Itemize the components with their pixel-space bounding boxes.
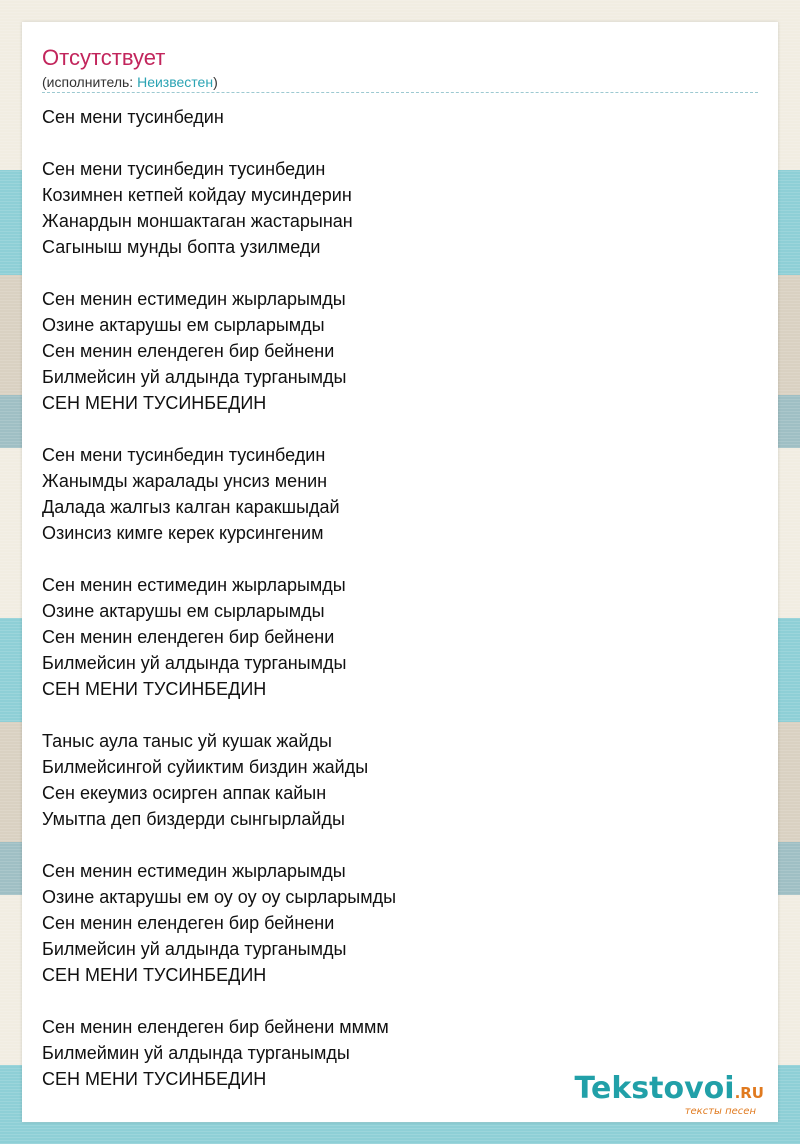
lyrics-blank-line bbox=[42, 988, 758, 1014]
lyric-line: Билмейсин уй алдында турганымды bbox=[42, 653, 347, 673]
lyric-line: Сен менин елендеген бир бейнени bbox=[42, 341, 335, 361]
lyrics-card bbox=[22, 22, 778, 1122]
lyric-line: Озине актарушы ем сырларымды bbox=[42, 601, 325, 621]
lyric-line: СЕН МЕНИ ТУСИНБЕДИН bbox=[42, 965, 267, 985]
lyric-line: Сен менин естимедин жырларымды bbox=[42, 575, 346, 595]
lyrics-blank-line bbox=[42, 130, 758, 156]
lyric-line: Озинсиз кимге керек курсингеним bbox=[42, 523, 324, 543]
artist-suffix: ) bbox=[213, 74, 218, 90]
lyric-line: Сен менин елендеген бир бейнени bbox=[42, 913, 335, 933]
lyric-line: Сен мени тусинбедин тусинбедин bbox=[42, 445, 326, 465]
lyric-line: СЕН МЕНИ ТУСИНБЕДИН bbox=[42, 679, 267, 699]
lyric-line: Умытпа деп биздерди сынгырлайды bbox=[42, 809, 345, 829]
lyric-line: Жанымды жаралады унсиз менин bbox=[42, 471, 328, 491]
lyric-line: Сен менин естимедин жырларымды bbox=[42, 289, 346, 309]
logo-tld: .RU bbox=[734, 1084, 764, 1102]
site-logo[interactable] bbox=[575, 1072, 764, 1118]
lyric-line: Билмейсингой суйиктим биздин жайды bbox=[42, 757, 369, 777]
lyrics-blank-line bbox=[42, 260, 758, 286]
lyric-line: СЕН МЕНИ ТУСИНБЕДИН bbox=[42, 393, 267, 413]
artist-line bbox=[42, 73, 218, 91]
lyric-line: Сен екеумиз осирген аппак кайын bbox=[42, 783, 327, 803]
lyric-line: Озине актарушы ем оу оу оу сырларымды bbox=[42, 887, 397, 907]
lyric-line: Козимнен кетпей койдау мусиндерин bbox=[42, 185, 352, 205]
lyric-line: Сен менин елендеген бир бейнени bbox=[42, 627, 335, 647]
lyrics-blank-line bbox=[42, 416, 758, 442]
lyrics-blank-line bbox=[42, 702, 758, 728]
logo-main-text: Tekstovoi bbox=[574, 1071, 735, 1106]
lyric-line: СЕН МЕНИ ТУСИНБЕДИН bbox=[42, 1069, 267, 1089]
lyric-line: Сагыныш мунды бопта узилмеди bbox=[42, 237, 321, 257]
lyric-line: Жанардын моншактаган жастарынан bbox=[42, 211, 353, 231]
lyric-line: Таныс аула таныс уй кушак жайды bbox=[42, 731, 332, 751]
lyric-line: Билмейсин уй алдында турганымды bbox=[42, 939, 347, 959]
song-title: Отсутствует bbox=[42, 45, 166, 70]
lyrics-body bbox=[42, 104, 758, 1092]
lyric-line: Сен менин естимедин жырларымды bbox=[42, 861, 346, 881]
logo-wordmark bbox=[575, 1072, 764, 1110]
lyric-line: Билмеймин уй алдында турганымды bbox=[42, 1043, 350, 1063]
title-divider bbox=[42, 92, 758, 93]
logo-subtitle: тексты песен bbox=[684, 1106, 756, 1117]
artist-prefix: (исполнитель: bbox=[42, 74, 138, 90]
lyric-line: Билмейсин уй алдында турганымды bbox=[42, 367, 347, 387]
lyric-line: Сен менин елендеген бир бейнени мммм bbox=[42, 1017, 389, 1037]
lyric-line: Озине актарушы ем сырларымды bbox=[42, 315, 325, 335]
lyrics-blank-line bbox=[42, 832, 758, 858]
artist-link[interactable]: Неизвестен bbox=[137, 74, 214, 90]
lyric-line: Далада жалгыз калган каракшыдай bbox=[42, 497, 340, 517]
lyric-line: Сен мени тусинбедин тусинбедин bbox=[42, 159, 326, 179]
lyrics-blank-line bbox=[42, 546, 758, 572]
lyric-line: Сен мени тусинбедин bbox=[42, 107, 224, 127]
